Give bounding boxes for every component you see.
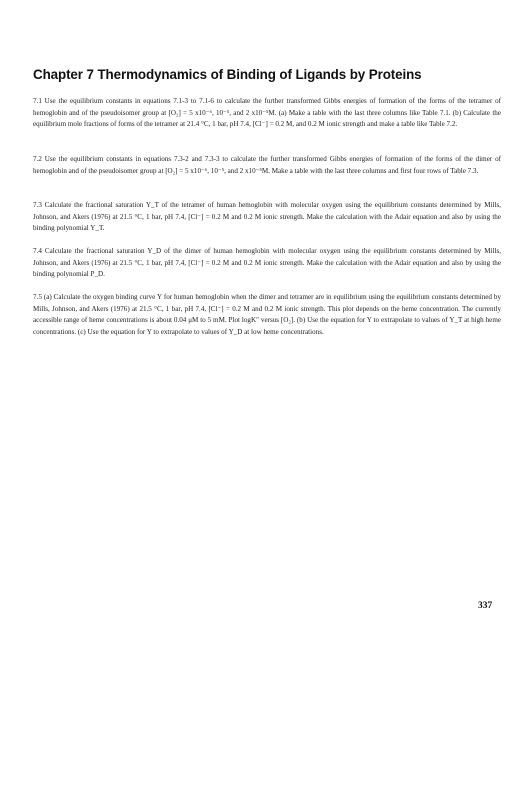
- problem-text: Use the equilibrium constants in equations 7.3-2 and 7.3-3 to calculate the further transformed Gibbs energies of formation of the forms of the dimer of hemoglobin and of the pseudoisomer group at [O₂] = 5 x10⁻⁶, 10⁻⁵, and 2 x10⁻⁵M. Make a table with the last three columns and first four rows of Table 7.3.: [33, 155, 501, 175]
- problem-number: 7.3: [33, 201, 42, 209]
- page-number: 337: [478, 601, 493, 611]
- problem-number: 7.5: [33, 293, 42, 301]
- problem-text: Calculate the fractional saturation Y_T of the tetramer of human hemoglobin with molecular oxygen using the equilibrium constants determined by Mills, Johnson, and Akers (1976) at 21.5 °C, 1 bar, pH 7.4, [Cl⁻] = 0.2 M and 0.2 M ionic strength. Make the calculation with the Adair equation and also by using the binding polynomial Y_T.: [33, 201, 501, 233]
- problem-text: (a) Calculate the oxygen binding curve Y for human hemoglobin when the dimer and tetramer are in equilibrium using the equilibrium constants determined by Mills, Johnson, and Akers (1976) at 21.5 °C, 1 bar, pH 7.4, [Cl⁻] = 0.2 M and 0.2 M ionic strength. This plot depends on the heme concentration. The currently accessible range of heme concentrations is about 0.04 μM to 5 mM. Plot logK″ versus [O₂]. (b) Use the equation for Y to extrapolate to values of Y_T at high heme concentrations. (c) Use the equation for Y to extrapolate to values of Y_D at low heme concentrations.: [33, 293, 501, 336]
- problem-7-4: [33, 246, 501, 281]
- problem-number: 7.4: [33, 247, 42, 255]
- problem-text: Use the equilibrium constants in equations 7.1-3 to 7.1-6 to calculate the further transformed Gibbs energies of formation of the forms of the tetramer of hemoglobin and of the pseudoisomer group at [O₂] = 5 x10⁻⁶, 10⁻⁵, and 2 x10⁻⁵M. (a) Make a table with the last three columns like Table 7.1. (b) Calculate the equilibrium mole fractions of forms of the tetramer at 21.4 °C, 1 bar, pH 7.4, [Cl⁻] = 0.2 M, and 0.2 M ionic strength and make a table like Table 7.2.: [33, 97, 501, 129]
- problem-number: 7.1: [33, 97, 42, 105]
- problem-7-3: [33, 200, 501, 235]
- problem-number: 7.2: [33, 155, 42, 163]
- problem-7-1: [33, 96, 501, 131]
- problem-text: Calculate the fractional saturation Y_D of the dimer of human hemoglobin with molecular oxygen using the equilibrium constants determined by Mills, Johnson, and Akers (1976) at 21.5 °C, 1 bar, pH 7.4, [Cl⁻] = 0.2 M and 0.2 M ionic strength. Make the calculation with the Adair equation and also by using the binding polynomial P_D.: [33, 247, 501, 279]
- problem-7-5: [33, 292, 501, 338]
- chapter-title: Chapter 7 Thermodynamics of Binding of Ligands by Proteins: [33, 67, 422, 82]
- problem-7-2: [33, 154, 501, 177]
